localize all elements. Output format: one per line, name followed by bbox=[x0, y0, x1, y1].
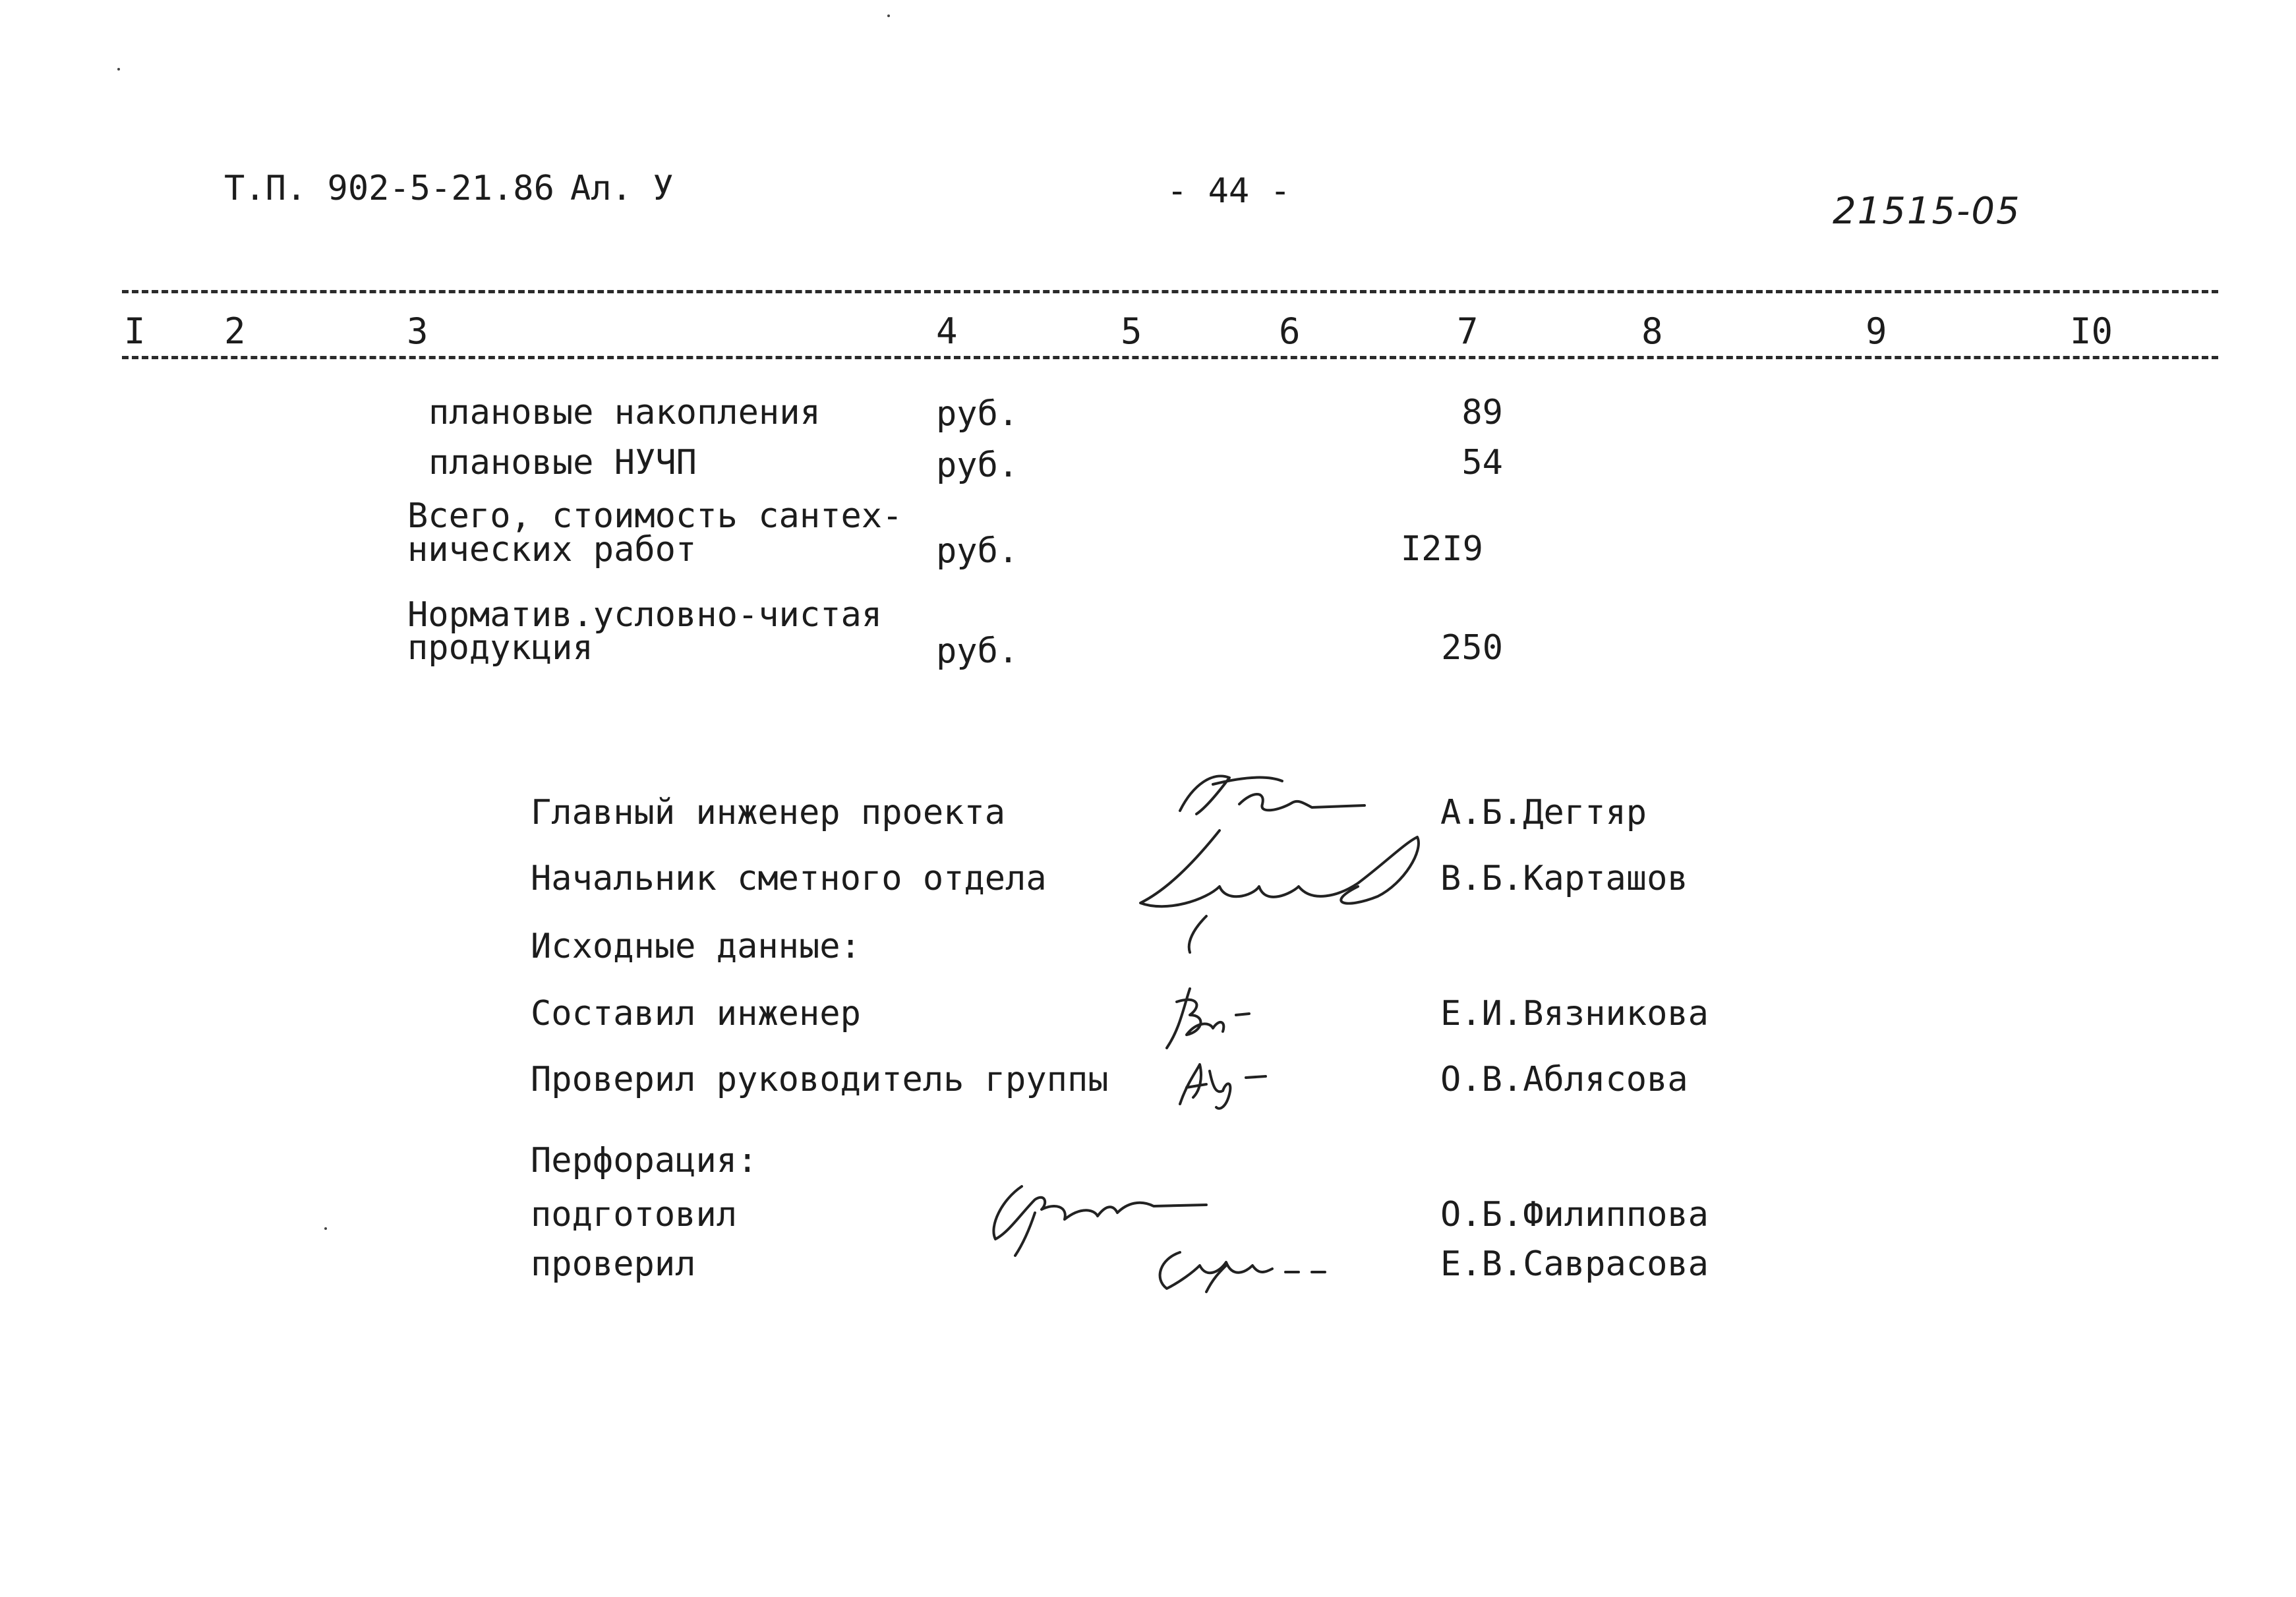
column-header-1: I bbox=[124, 310, 146, 352]
table-bottom-rule bbox=[122, 356, 2218, 359]
signatory-name: В.Б.Карташов bbox=[1440, 859, 1688, 898]
table-row-name: Норматив.условно-чистая bbox=[407, 595, 883, 635]
table-row-unit: руб. bbox=[936, 531, 1019, 571]
column-header-8: 8 bbox=[1641, 310, 1663, 352]
perforation-label: Перфорация: bbox=[531, 1141, 758, 1180]
table-row-unit: руб. bbox=[936, 446, 1019, 485]
column-header-7: 7 bbox=[1457, 310, 1479, 352]
archive-number: 21515-05 bbox=[1833, 190, 2021, 233]
table-row-value: 250 bbox=[1441, 628, 1503, 668]
signatory-role: Главный инженер проекта bbox=[531, 793, 1006, 832]
signatory-name: А.Б.Дегтяр bbox=[1440, 793, 1647, 832]
table-row-unit: руб. bbox=[936, 394, 1019, 434]
source-data-label: Исходные данные: bbox=[531, 927, 861, 966]
table-row-name: нических работ bbox=[407, 530, 697, 569]
table-row-value: 54 bbox=[1461, 443, 1503, 482]
signatory-role: Начальник сметного отдела bbox=[531, 859, 1047, 898]
table-row-value: 89 bbox=[1461, 393, 1503, 432]
table-row-name: плановые накопления bbox=[428, 393, 821, 432]
column-header-6: 6 bbox=[1279, 310, 1301, 352]
table-row-value: I2I9 bbox=[1400, 529, 1483, 569]
signature-compiler bbox=[1150, 982, 1282, 1061]
column-header-2: 2 bbox=[224, 310, 246, 352]
scan-speck bbox=[324, 1227, 327, 1230]
table-top-rule bbox=[122, 290, 2218, 293]
column-header-5: 5 bbox=[1121, 310, 1142, 352]
table-row-name: Всего, стоимость сантех- bbox=[407, 496, 903, 536]
table-row-unit: руб. bbox=[936, 631, 1019, 671]
page-number: - 44 - bbox=[1167, 171, 1291, 211]
signatory-role: подготовил bbox=[531, 1195, 738, 1234]
signature-perforation bbox=[982, 1173, 1351, 1318]
signatory-name: О.Б.Филиппова bbox=[1440, 1195, 1709, 1234]
signatory-name: Е.В.Саврасова bbox=[1440, 1244, 1709, 1284]
document-code: Т.П. 902-5-21.86 bbox=[224, 169, 554, 208]
column-header-9: 9 bbox=[1866, 310, 1887, 352]
scan-speck bbox=[887, 15, 890, 17]
column-header-10: I0 bbox=[2070, 310, 2113, 352]
signatory-role: Проверил руководитель группы bbox=[531, 1060, 1109, 1099]
signatory-name: Е.И.Вязникова bbox=[1440, 994, 1709, 1033]
table-row-name: продукция bbox=[407, 628, 593, 668]
column-header-3: 3 bbox=[407, 310, 428, 352]
table-row-name: плановые НУЧП bbox=[428, 443, 697, 482]
signature-checker bbox=[1160, 1051, 1292, 1117]
column-header-4: 4 bbox=[936, 310, 958, 352]
signatory-role: проверил bbox=[531, 1244, 696, 1284]
scan-speck bbox=[117, 68, 120, 71]
signature-estimate-head bbox=[1127, 824, 1430, 969]
album-label: Ал. У bbox=[570, 169, 674, 208]
signatory-name: О.В.Аблясова bbox=[1440, 1060, 1688, 1099]
signatory-role: Составил инженер bbox=[531, 994, 861, 1033]
